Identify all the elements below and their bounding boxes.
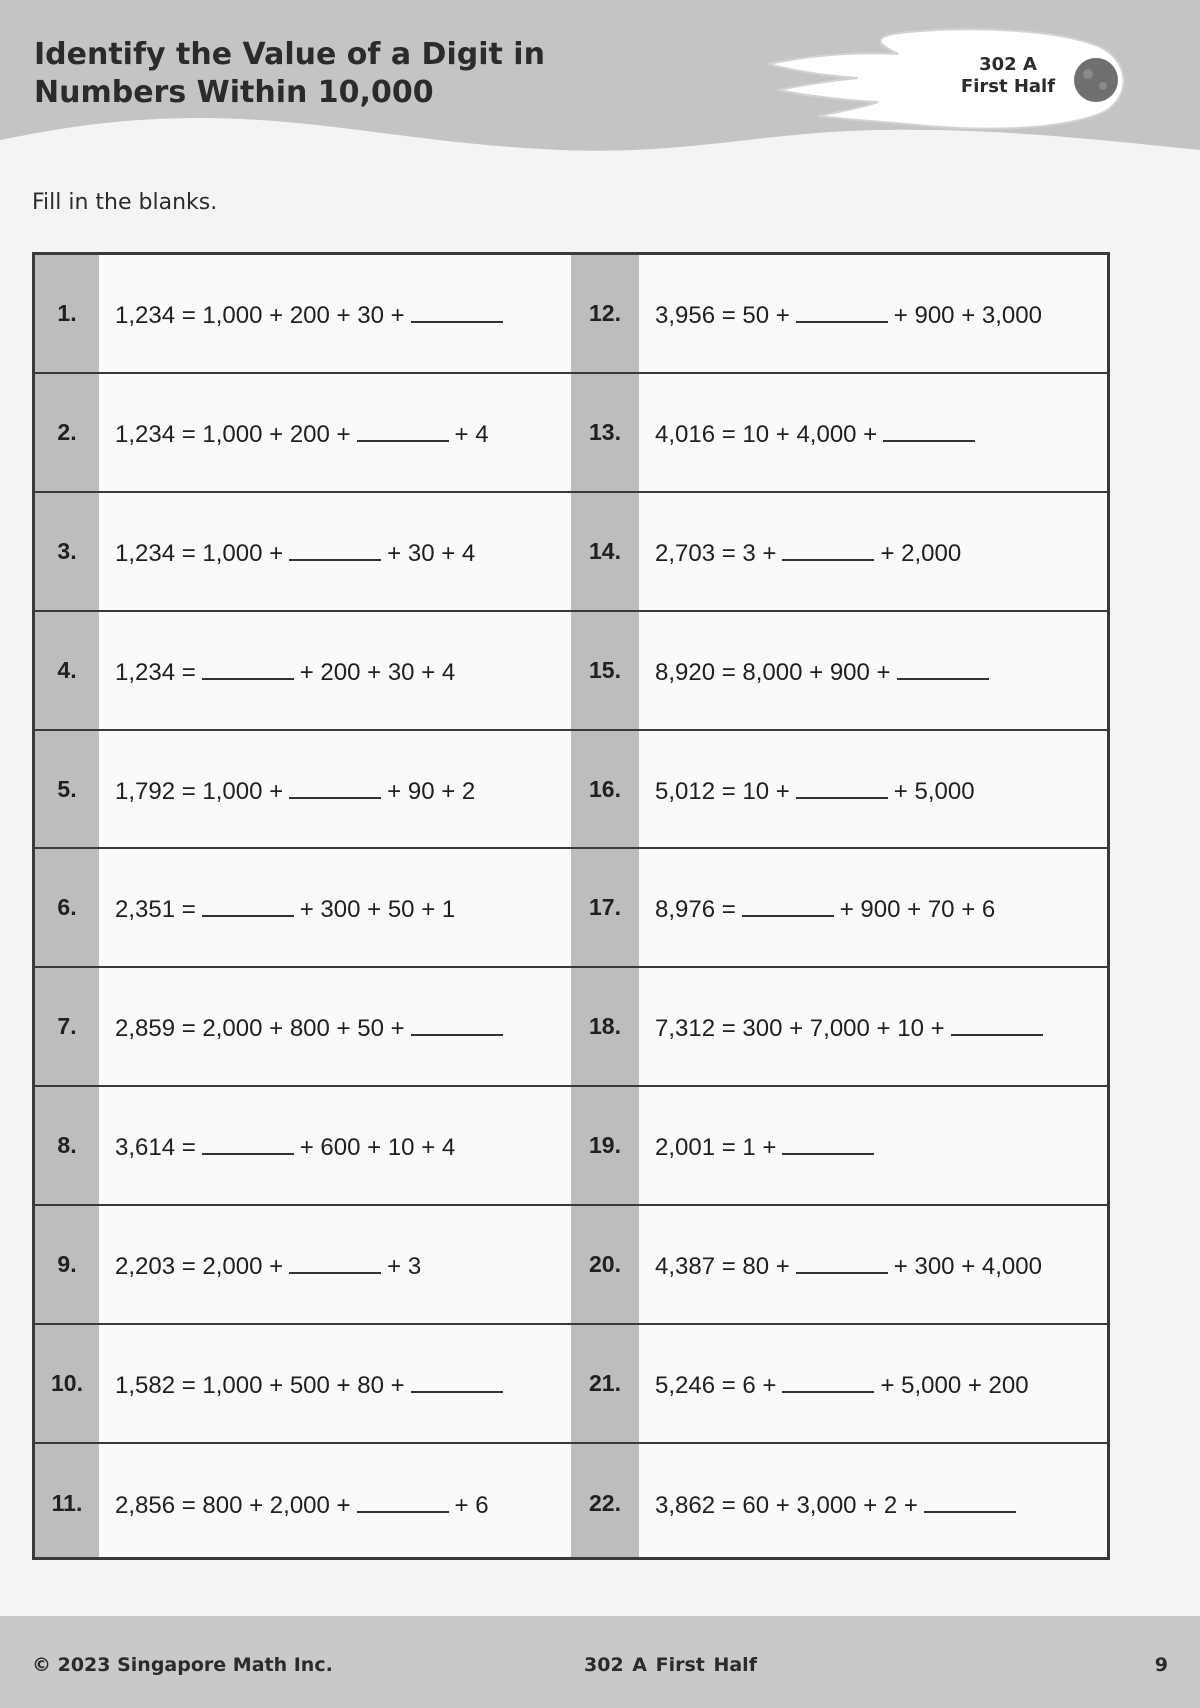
exercise-item: [35, 849, 455, 966]
exercise-number: 19.: [589, 1132, 621, 1159]
equation-text-before: 2,351 =: [115, 896, 196, 924]
page-header: [0, 0, 1200, 165]
exercise-item: [571, 374, 981, 491]
exercise-number: 4.: [57, 656, 77, 683]
table-row: [35, 1325, 1107, 1444]
equation-text-before: 4,387 = 80 +: [655, 1253, 790, 1281]
exercise-equation: [99, 654, 455, 687]
exercise-equation: [99, 535, 475, 568]
equation-text-before: 2,703 = 3 +: [655, 539, 777, 567]
footer-level: 302 A First Half: [584, 1654, 757, 1676]
exercise-equation: [99, 1129, 455, 1162]
level-badge: [758, 24, 1138, 134]
page-number: 9: [1154, 1654, 1168, 1676]
table-row: [35, 374, 1107, 493]
exercise-number: 12.: [589, 299, 621, 326]
answer-blank[interactable]: [796, 1248, 888, 1274]
answer-blank[interactable]: [289, 1248, 381, 1274]
answer-blank[interactable]: [782, 535, 874, 561]
exercise-item: [571, 731, 975, 848]
equation-text-after: + 300 + 50 + 1: [299, 896, 456, 924]
equation-text-before: 2,859 = 2,000 + 800 + 50 +: [115, 1015, 405, 1043]
exercise-item: [571, 255, 1042, 372]
exercise-equation: [639, 535, 961, 568]
equation-text-after: + 5,000: [893, 777, 975, 805]
equation-text-before: 1,234 = 1,000 +: [115, 539, 284, 567]
exercise-number: 11.: [51, 1489, 83, 1516]
exercise-item: [35, 731, 475, 848]
equation-text-after: + 2,000: [880, 539, 962, 567]
exercise-number: 7.: [57, 1013, 77, 1040]
exercise-equation: [99, 891, 455, 924]
badge-text: [928, 54, 1088, 98]
answer-blank[interactable]: [202, 654, 294, 680]
exercise-item: [35, 612, 455, 729]
exercise-item: [35, 968, 509, 1085]
page-footer: [0, 1616, 1200, 1708]
exercise-equation: [99, 1367, 509, 1400]
answer-blank[interactable]: [289, 773, 381, 799]
exercise-item: [35, 1444, 489, 1563]
exercise-number: 13.: [589, 418, 621, 445]
exercise-item: [35, 1087, 455, 1204]
exercise-equation: [99, 773, 475, 806]
answer-blank[interactable]: [782, 1367, 874, 1393]
equation-text-before: 3,956 = 50 +: [655, 301, 790, 329]
table-row: [35, 731, 1107, 850]
equation-text-after: + 200 + 30 + 4: [299, 658, 456, 686]
badge-level: 302 A: [979, 54, 1037, 75]
equation-text-after: + 3: [387, 1253, 422, 1281]
equation-text-before: 8,920 = 8,000 + 900 +: [655, 658, 891, 686]
exercise-item: [35, 255, 509, 372]
exercise-number: 2.: [57, 418, 77, 445]
exercise-equation: [639, 297, 1042, 330]
equation-text-before: 2,203 = 2,000 +: [115, 1253, 284, 1281]
table-row: [35, 255, 1107, 374]
exercise-rows: [35, 255, 1107, 1557]
equation-text-before: 2,001 = 1 +: [655, 1134, 777, 1162]
exercise-number: 15.: [589, 656, 621, 683]
equation-text-before: 8,976 =: [655, 896, 736, 924]
exercise-item: [571, 968, 1049, 1085]
exercise-number: 8.: [57, 1132, 77, 1159]
answer-blank[interactable]: [289, 535, 381, 561]
equation-text-after: + 5,000 + 200: [880, 1371, 1029, 1399]
equation-text-after: + 900 + 70 + 6: [839, 896, 996, 924]
exercise-number: 22.: [589, 1489, 621, 1516]
equation-text-before: 3,614 =: [115, 1134, 196, 1162]
exercise-equation: [639, 1129, 880, 1162]
exercise-item: [35, 493, 475, 610]
answer-blank[interactable]: [411, 1010, 503, 1036]
exercise-item: [571, 1325, 1029, 1442]
exercise-item: [571, 1087, 880, 1204]
exercise-number: 18.: [589, 1013, 621, 1040]
badge-half: First Half: [960, 76, 1056, 97]
answer-blank[interactable]: [202, 891, 294, 917]
table-row: [35, 612, 1107, 731]
exercise-equation: [99, 1248, 421, 1281]
answer-blank[interactable]: [357, 1487, 449, 1513]
answer-blank[interactable]: [897, 654, 989, 680]
footer-copyright: © 2023 Singapore Math Inc.: [32, 1654, 333, 1676]
equation-text-before: 1,792 = 1,000 +: [115, 777, 284, 805]
equation-text-before: 1,234 = 1,000 + 200 +: [115, 420, 351, 448]
exercise-table: [32, 252, 1110, 1560]
exercise-number: 5.: [57, 775, 77, 802]
exercise-item: [571, 612, 995, 729]
exercise-number: 3.: [57, 537, 77, 564]
equation-text-before: 2,856 = 800 + 2,000 +: [115, 1491, 351, 1519]
equation-text-after: + 300 + 4,000: [893, 1253, 1042, 1281]
exercise-equation: [99, 1010, 509, 1043]
exercise-equation: [639, 416, 981, 449]
equation-text-before: 3,862 = 60 + 3,000 + 2 +: [655, 1491, 918, 1519]
page-title-line2: Numbers Within 10,000: [34, 75, 434, 110]
exercise-item: [571, 849, 995, 966]
exercise-equation: [639, 654, 995, 687]
equation-text-before: 4,016 = 10 + 4,000 +: [655, 420, 878, 448]
equation-text-before: 5,012 = 10 +: [655, 777, 790, 805]
table-row: [35, 1444, 1107, 1563]
answer-blank[interactable]: [202, 1129, 294, 1155]
exercise-equation: [99, 1487, 489, 1520]
exercise-item: [571, 1444, 1022, 1563]
exercise-equation: [639, 1367, 1029, 1400]
equation-text-before: 5,246 = 6 +: [655, 1371, 777, 1399]
equation-text-after: + 600 + 10 + 4: [299, 1134, 456, 1162]
exercise-number: 1.: [57, 299, 77, 326]
answer-blank[interactable]: [782, 1129, 874, 1155]
equation-text-before: 1,234 = 1,000 + 200 + 30 +: [115, 301, 405, 329]
exercise-number: 17.: [589, 894, 621, 921]
exercise-equation: [639, 891, 995, 924]
exercise-item: [35, 1325, 509, 1442]
table-row: [35, 1206, 1107, 1325]
equation-text-after: + 90 + 2: [387, 777, 476, 805]
table-row: [35, 493, 1107, 612]
exercise-item: [35, 1206, 421, 1323]
instructions: Fill in the blanks.: [32, 190, 218, 215]
equation-text-before: 7,312 = 300 + 7,000 + 10 +: [655, 1015, 945, 1043]
answer-blank[interactable]: [357, 416, 449, 442]
exercise-equation: [99, 416, 489, 449]
answer-blank[interactable]: [742, 891, 834, 917]
table-row: [35, 1087, 1107, 1206]
answer-blank[interactable]: [951, 1010, 1043, 1036]
exercise-equation: [99, 297, 509, 330]
answer-blank[interactable]: [883, 416, 975, 442]
exercise-equation: [639, 1487, 1022, 1520]
exercise-number: 9.: [57, 1251, 77, 1278]
exercise-item: [571, 1206, 1042, 1323]
exercise-number: 6.: [57, 894, 77, 921]
table-row: [35, 968, 1107, 1087]
equation-text-after: + 6: [454, 1491, 489, 1519]
answer-blank[interactable]: [411, 297, 503, 323]
exercise-number: 16.: [589, 775, 621, 802]
equation-text-before: 1,234 =: [115, 658, 196, 686]
table-row: [35, 849, 1107, 968]
equation-text-after: + 900 + 3,000: [893, 301, 1042, 329]
equation-text-after: + 4: [454, 420, 489, 448]
exercise-number: 10.: [51, 1369, 83, 1396]
exercise-equation: [639, 1010, 1049, 1043]
answer-blank[interactable]: [924, 1487, 1016, 1513]
exercise-number: 21.: [589, 1369, 621, 1396]
answer-blank[interactable]: [796, 773, 888, 799]
page-title: [34, 36, 594, 112]
exercise-number: 20.: [589, 1251, 621, 1278]
exercise-equation: [639, 773, 975, 806]
exercise-number: 14.: [589, 537, 621, 564]
answer-blank[interactable]: [411, 1367, 503, 1393]
answer-blank[interactable]: [796, 297, 888, 323]
exercise-item: [35, 374, 489, 491]
exercise-item: [571, 493, 961, 610]
page-title-line1: Identify the Value of a Digit in: [34, 37, 545, 72]
equation-text-after: + 30 + 4: [387, 539, 476, 567]
equation-text-before: 1,582 = 1,000 + 500 + 80 +: [115, 1371, 405, 1399]
exercise-equation: [639, 1248, 1042, 1281]
